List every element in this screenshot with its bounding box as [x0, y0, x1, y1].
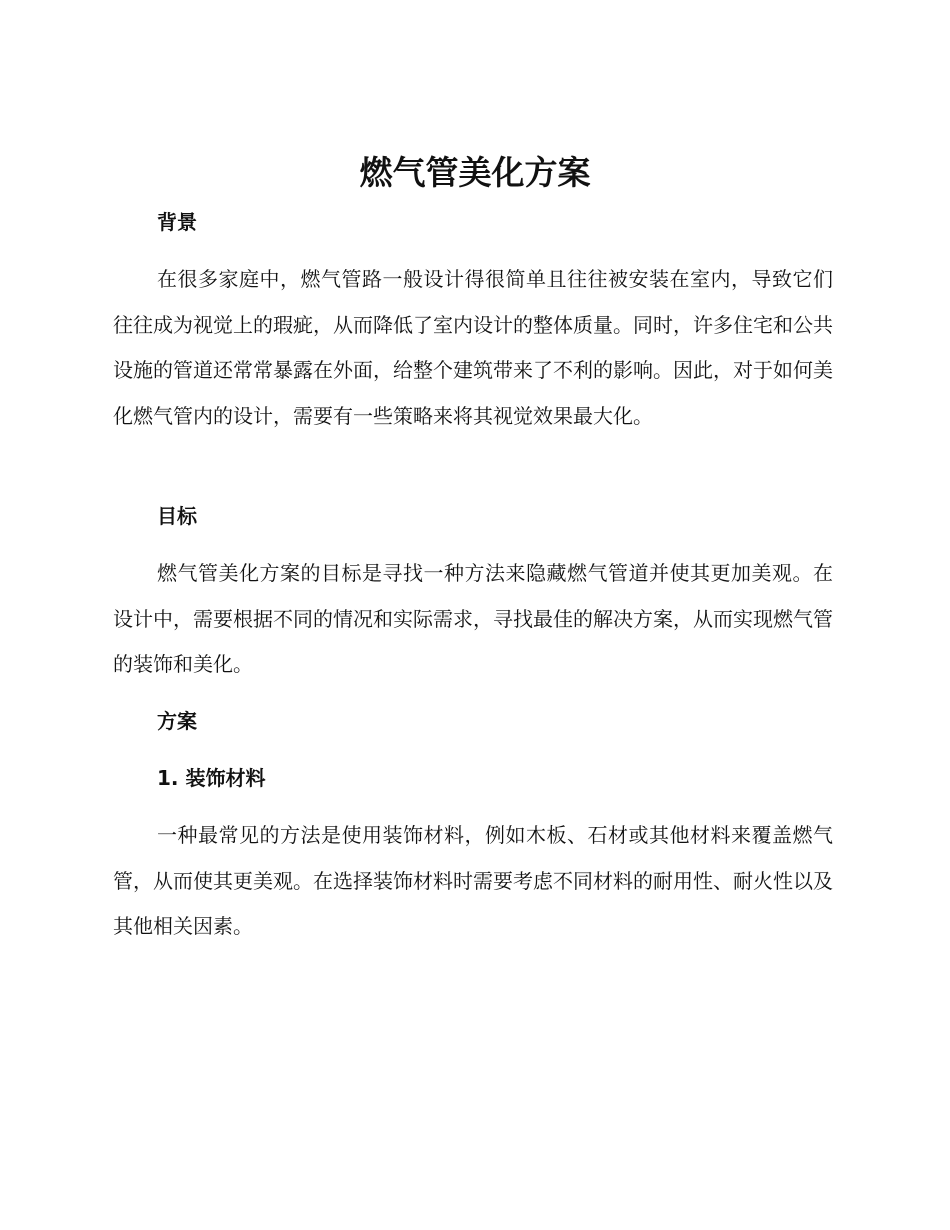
section-heading-plan: 方案	[157, 709, 197, 733]
section-body-background: 在很多家庭中，燃气管路一般设计得很简单且往往被安装在室内，导致它们往往成为视觉上的瑕疵，从而降低了室内设计的整体质量。同时，许多住宅和公共设施的管道还常常暴露在外面，给整个建筑带来了不利的影响。因此，对于如何美化燃气管内的设计，需要有一些策略来将其视觉效果最大化。	[113, 267, 833, 428]
subsection-body-decorative-materials: 一种最常见的方法是使用装饰材料，例如木板、石材或其他材料来覆盖燃气管，从而使其更美观。在选择装饰材料时需要考虑不同材料的耐用性、耐火性以及其他相关因素。	[113, 823, 833, 938]
section-heading-background: 背景	[157, 210, 197, 234]
section-body-goal: 燃气管美化方案的目标是寻找一种方法来隐藏燃气管道并使其更加美观。在设计中，需要根据不同的情况和实际需求，寻找最佳的解决方案，从而实现燃气管的装饰和美化。	[113, 561, 833, 676]
subsection-heading-decorative-materials: 1. 装饰材料	[157, 766, 266, 790]
section-heading-goal: 目标	[157, 504, 197, 528]
document-title: 燃气管美化方案	[359, 153, 591, 192]
